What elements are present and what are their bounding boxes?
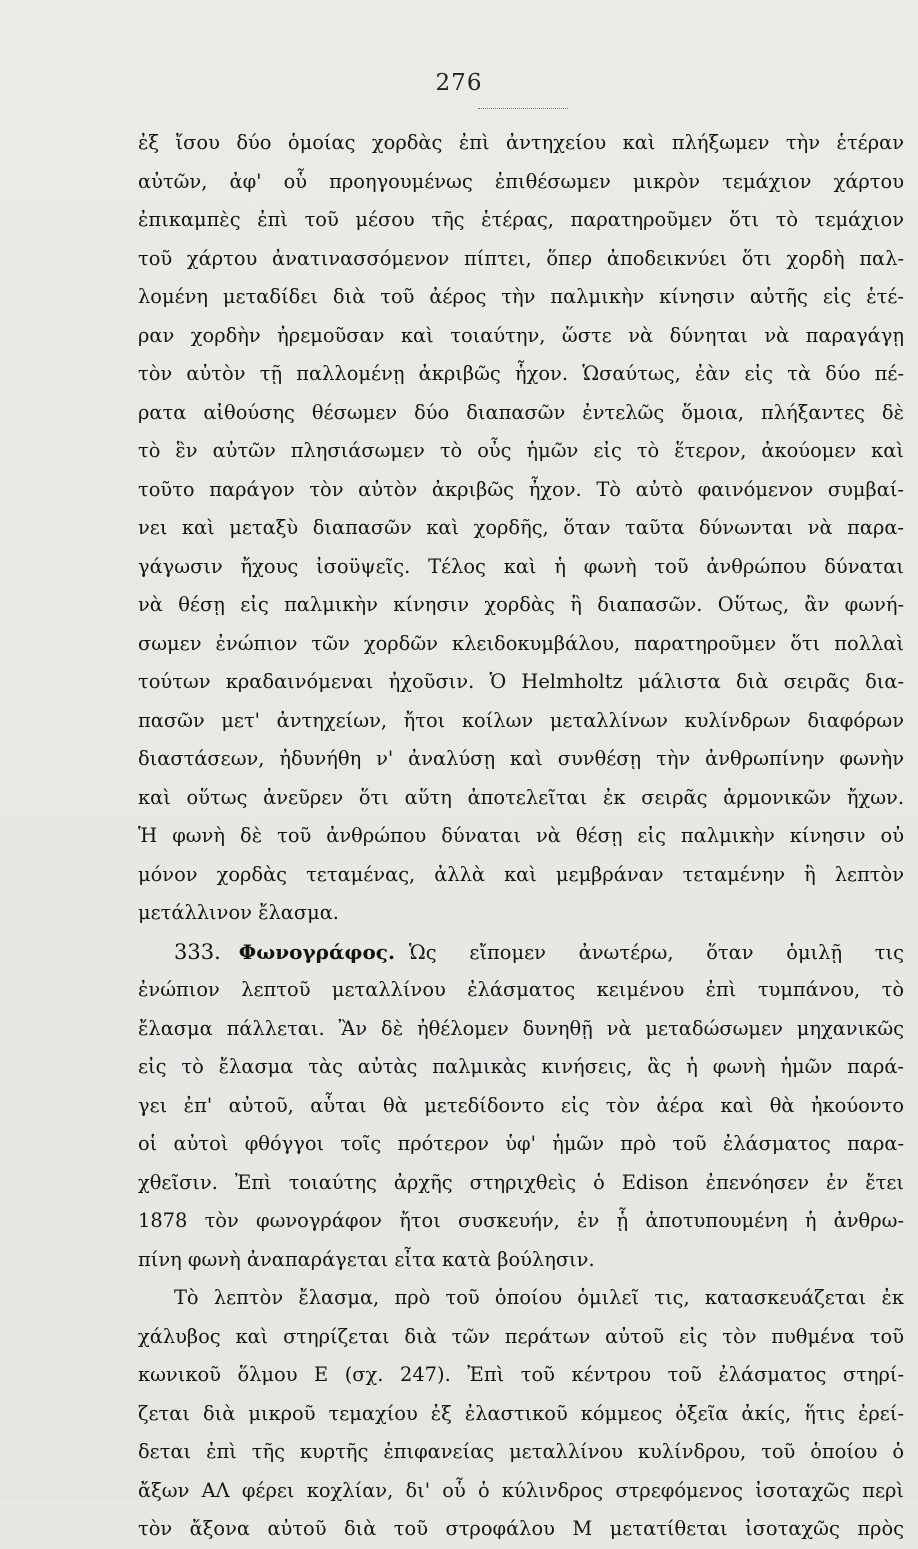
section-title: Φωνογράφος.	[238, 939, 395, 964]
text-line: Ἡ φωνὴ δὲ τοῦ ἀνθρώπου δύναται νὰ θέσῃ εἰς παλμικὴν κίνησιν οὐ	[138, 824, 904, 847]
page-number: 276	[435, 70, 483, 96]
text-line: 1878 τὸν φωνογράφον ἤτοι συσκευήν, ἐν ᾗ ἀποτυπουμένη ἡ ἀνθρω-	[138, 1209, 904, 1232]
text-line: ἔλασμα πάλλεται. Ἂν δὲ ἠθέλομεν δυνηθῇ νὰ μεταδώσωμεν μηχανικῶς	[138, 1016, 904, 1040]
section-heading-line	[138, 933, 904, 972]
section-number: 333.	[174, 939, 221, 964]
text-line: ἄξων ΑΛ φέρει κοχλίαν, δι' οὗ ὁ κύλινδρος στρεφόμενος ἰσοταχῶς περὶ	[138, 1478, 904, 1502]
text-line: ἐξ ἴσου δύο ὁμοίας χορδὰς ἐπὶ ἀντηχείου καὶ πλήξωμεν τὴν ἑτέραν	[138, 131, 904, 154]
text-line: οἱ αὐτοὶ φθόγγοι τοῖς πρότερον ὑφ' ἡμῶν πρὸ τοῦ ἐλάσματος παρα-	[138, 1132, 904, 1155]
text-line: τοῦτο παράγον τὸν αὐτὸν ἀκριβῶς ἦχον. Τὸ αὐτὸ φαινόμενον συμβαί-	[138, 477, 904, 501]
text-line: καὶ οὕτως ἀνεῦρεν ὅτι αὕτη ἀποτελεῖται ἐκ σειρᾶς ἁρμονικῶν ἤχων.	[138, 785, 904, 809]
text-line: λομένη μεταδίδει διὰ τοῦ ἀέρος τὴν παλμικὴν κίνησιν αὐτῆς εἰς ἑτέ-	[138, 285, 904, 308]
text-line: ρατα αἰθούσης θέσωμεν δύο διαπασῶν ἐντελῶς ὅμοια, πλήξαντες δὲ	[138, 400, 904, 424]
text-line: τὸν ἄξονα αὐτοῦ διὰ τοῦ στροφάλου Μ μετατίθεται ἰσοταχῶς πρὸς	[138, 1517, 904, 1540]
text-line: μετάλλινον ἔλασμα.	[138, 901, 339, 924]
text-line: δεται ἐπὶ τῆς κυρτῆς ἐπιφανείας μεταλλίνου κυλίνδρου, τοῦ ὁποίου ὁ	[138, 1440, 904, 1463]
text-line: σωμεν ἐνώπιον τῶν χορδῶν κλειδοκυμβάλου, παρατηροῦμεν ὅτι πολλαὶ	[138, 631, 904, 655]
text-line: χθεῖσιν. Ἐπὶ τοιαύτης ἀρχῆς στηριχθεὶς ὁ Edison ἐπενόησεν ἐν ἔτει	[138, 1170, 904, 1194]
text-line: εἰς τὸ ἔλασμα τὰς αὐτὰς παλμικὰς κινήσεις, ἃς ἡ φωνὴ ἡμῶν παρά-	[138, 1055, 904, 1078]
text-line: χάλυβος καὶ στηρίζεται διὰ τῶν περάτων αὐτοῦ εἰς τὸν πυθμένα τοῦ	[138, 1324, 904, 1348]
text-line: ζεται διὰ μικροῦ τεμαχίου ἐξ ἐλαστικοῦ κόμμεος ὀξεῖα ἀκίς, ἥτις ἐρεί-	[138, 1401, 904, 1425]
text-line: αὐτῶν, ἀφ' οὗ προηγουμένως ἐπιθέσωμεν μικρὸν τεμάχιον χάρτου	[138, 169, 904, 193]
page-number-rule	[478, 108, 568, 109]
text-line: τὸ ἓν αὐτῶν πλησιάσωμεν τὸ οὖς ἡμῶν εἰς τὸ ἕτερον, ἀκούομεν καὶ	[138, 439, 904, 462]
text-line: τοῦ χάρτου ἀνατινασσόμενον πίπτει, ὅπερ ἀποδεικνύει ὅτι χορδὴ παλ-	[138, 246, 904, 270]
text-line: τούτων κραδαινόμεναι ἠχοῦσιν. Ὁ Helmholtz μάλιστα διὰ σειρᾶς δια-	[138, 670, 904, 693]
text-line: κωνικοῦ ὅλμου Ε (σχ. 247). Ἐπὶ τοῦ κέντρου τοῦ ἐλάσματος στηρί-	[138, 1363, 904, 1386]
text-line: πίνη φωνὴ ἀναπαράγεται εἶτα κατὰ βούλησιν.	[138, 1247, 595, 1271]
text-line: ἐνώπιον λεπτοῦ μεταλλίνου ἐλάσματος κειμένου ἐπὶ τυμπάνου, τὸ	[138, 978, 904, 1001]
text-line: τὸν αὐτὸν τῇ παλλομένῃ ἀκριβῶς ἦχον. Ὡσαύτως, ἐὰν εἰς τὰ δύο πέ-	[138, 362, 904, 385]
text-line: διαστάσεων, ἠδυνήθη ν' ἀναλύσῃ καὶ συνθέσῃ τὴν ἀνθρωπίνην φωνὴν	[138, 747, 904, 770]
text-line: ραν χορδὴν ἠρεμοῦσαν καὶ τοιαύτην, ὥστε νὰ δύνηται νὰ παραγάγῃ	[138, 323, 904, 347]
text-line: ἐπικαμπὲς ἐπὶ τοῦ μέσου τῆς ἑτέρας, παρατηροῦμεν ὅτι τὸ τεμάχιον	[138, 208, 904, 231]
text-line: νὰ θέσῃ εἰς παλμικὴν κίνησιν χορδὰς ἢ διαπασῶν. Οὕτως, ἂν φωνή-	[138, 593, 904, 616]
section-first-line-text: Ὡς εἴπομεν ἀνωτέρω, ὅταν ὁμιλῇ τις	[408, 940, 904, 964]
text-line: νει καὶ μεταξὺ διαπασῶν καὶ χορδῆς, ὅταν ταῦτα δύνωνται νὰ παρα-	[138, 516, 904, 539]
text-line: Τὸ λεπτὸν ἔλασμα, πρὸ τοῦ ὁποίου ὁμιλεῖ τις, κατασκευάζεται ἐκ	[174, 1286, 904, 1309]
page-text	[138, 124, 904, 1549]
text-line: γει ἐπ' αὐτοῦ, αὗται θὰ μετεδίδοντο εἰς τὸν ἀέρα καὶ θὰ ἠκούοντο	[138, 1093, 904, 1117]
text-line: μόνον χορδὰς τεταμένας, ἀλλὰ καὶ μεμβράναν τεταμένην ἢ λεπτὸν	[138, 862, 904, 886]
text-line: γάγωσιν ἤχους ἰσοϋψεῖς. Τέλος καὶ ἡ φωνὴ τοῦ ἀνθρώπου δύναται	[138, 554, 904, 578]
text-line: πασῶν μετ' ἀντηχείων, ἤτοι κοίλων μεταλλίνων κυλίνδρων διαφόρων	[138, 708, 904, 732]
